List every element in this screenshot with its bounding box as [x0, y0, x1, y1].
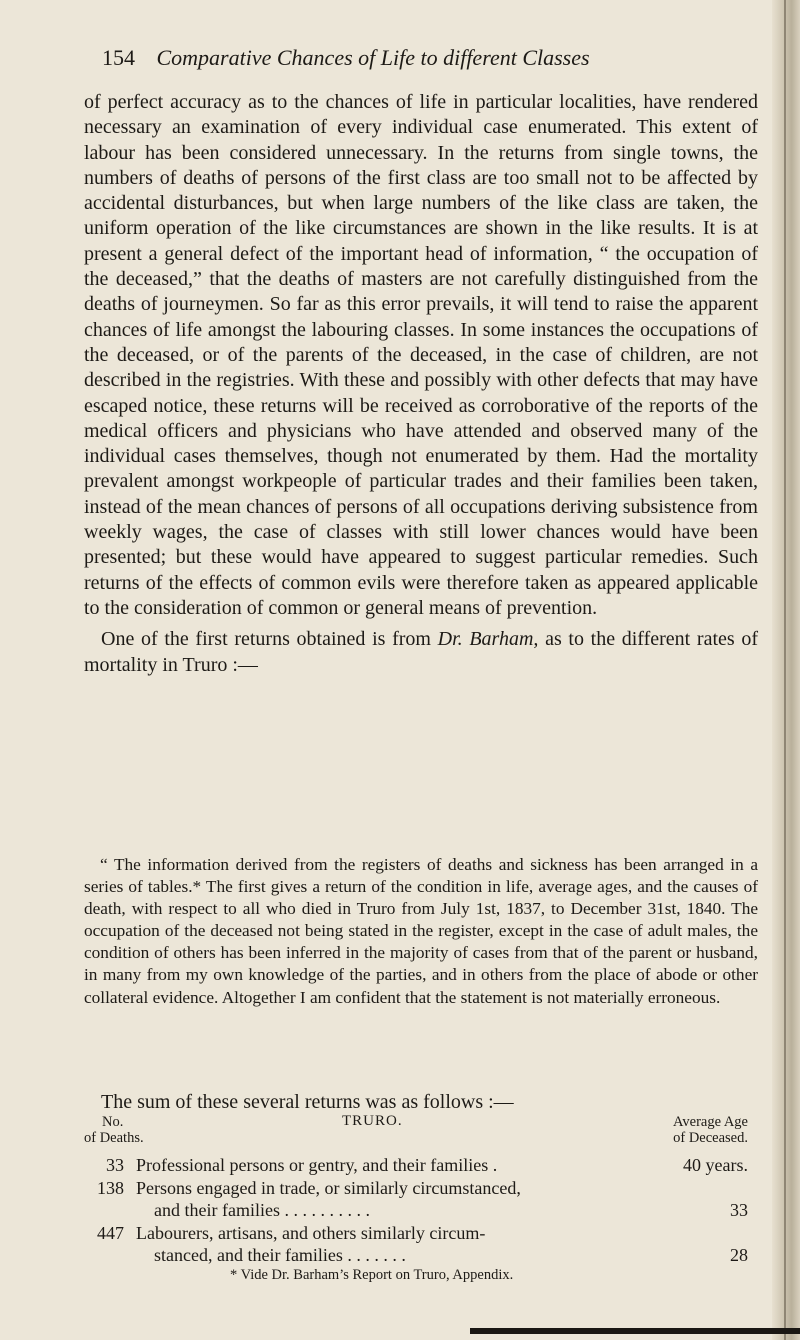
class-line-2: stanced, and their families . . . . . . .	[154, 1245, 406, 1265]
leader-dots: .	[488, 1155, 498, 1175]
paragraph-1: of perfect accuracy as to the chances of life in particular localities, have rendered necessary an examination of every individual case enumerated. This extent of labour has been considered unnecessary. In the returns from single towns, the numbers of deaths of persons of the first class are too small not to be affected by accidental disturbances, but when large numbers of the like class are taken, the uniform operation of the like circumstances are shown in the like results. It is at present a general defect of the important head of information, “ the occupation of the deceased,” that the deaths of masters are not carefully distinguished from the deaths of journeymen. So far as this error prevails, it will tend to raise the apparent chances of life amongst the labouring classes. In some instances the occupations of the deceased, or of the parents of the deceased, in the case of children, are not described in the registries. With these and possibly with other defects that may have escaped notice, these returns will be received as corroborative of the reports of the medical officers and physicians who have attended and observed many of the individual cases themselves, though not enumerated by them. Had the mortality prevalent amongst workpeople of particular trades and their families been taken, instead of the mean chances of persons of all occupations deriving subsistence from weekly wages, the case of classes with still lower chances would have been presented; but these would have appeared to suggest particular remedies. Such returns of the effects of common evils were therefore taken as appeared applicable to the consideration of common or general means of prevention.	[84, 91, 758, 619]
death-count: 138	[97, 1177, 124, 1198]
page-edge-shadow	[772, 0, 800, 1340]
class-line-1: Persons engaged in trade, or similarly circumstanced,	[136, 1177, 521, 1198]
quote-text: “ The information derived from the registers of deaths and sickness has been arranged in a series of tables.* The first gives a return of the condition in life, average ages, and the causes of death, with respect to all who died in Truro from July 1st, 1837, to December 31st, 1840. The occupation of the deceased not being stated in the register, except in the case of adult males, the condition of others has been inferred in the majority of cases from that of the parent or husband, in many from my own knowledge of the parties, and in others from the place of abode or other collateral evidence. Altogether I am confident that the statement is not materially erroneous.	[84, 855, 758, 1007]
bottom-rule	[470, 1328, 800, 1334]
paragraph-2-lead: One of the first returns obtained is from	[101, 628, 431, 651]
death-count: 33	[106, 1155, 124, 1175]
table-header	[84, 1114, 764, 1154]
body-text	[84, 90, 758, 678]
class-description	[136, 1177, 764, 1222]
death-count: 447	[97, 1222, 124, 1243]
quoted-passage	[84, 854, 758, 1009]
class-description	[136, 1222, 764, 1267]
footnote: * Vide Dr. Barham’s Report on Truro, Appendix.	[230, 1267, 514, 1283]
author-name: Dr. Barham,	[437, 628, 539, 651]
class-line-1: Professional persons or gentry, and their families	[136, 1155, 489, 1175]
class-description	[136, 1154, 764, 1177]
table-row	[84, 1177, 764, 1222]
page-number: 154	[102, 45, 135, 70]
summary-intro: The sum of these several returns was as follows :—	[101, 1091, 514, 1113]
table-row	[84, 1222, 764, 1267]
mortality-table	[84, 1154, 764, 1267]
table-row	[84, 1154, 764, 1177]
header-of-deceased: of Deceased.	[673, 1130, 748, 1146]
running-head	[102, 45, 722, 79]
average-age: 40 years.	[683, 1155, 748, 1175]
header-town: TRURO.	[342, 1113, 403, 1129]
paragraph-2-rest: as to the different rates of mortality in Truro :—	[84, 628, 758, 676]
running-title: Comparative Chances of Life to different Classes	[156, 45, 590, 70]
header-no: No.	[102, 1114, 124, 1130]
header-average-age: Average Age	[672, 1114, 748, 1130]
average-age: 33	[730, 1200, 748, 1220]
page-edge-line	[784, 0, 786, 1340]
paragraph-2	[84, 627, 758, 678]
header-of-deaths: of Deaths.	[84, 1130, 144, 1146]
class-line-1: Labourers, artisans, and others similarly circum-	[136, 1222, 486, 1243]
class-line-2: and their families . . . . . . . . . .	[154, 1200, 370, 1220]
average-age: 28	[730, 1245, 748, 1265]
